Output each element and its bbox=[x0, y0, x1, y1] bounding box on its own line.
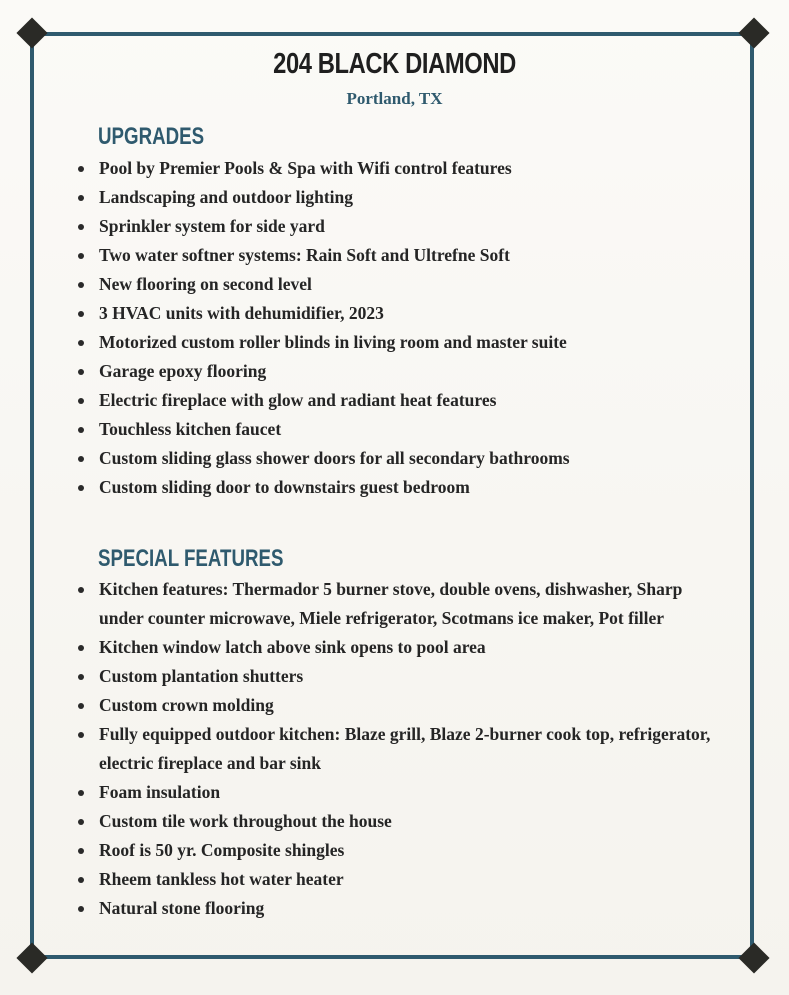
list-item: New flooring on second level bbox=[74, 270, 724, 299]
special-features-list bbox=[74, 575, 724, 923]
list-item: Custom tile work throughout the house bbox=[74, 807, 724, 836]
list-item: Motorized custom roller blinds in living room and master suite bbox=[74, 328, 724, 357]
special-features-heading: SPECIAL FEATURES bbox=[98, 545, 284, 572]
list-item: Custom plantation shutters bbox=[74, 662, 724, 691]
list-item: Kitchen features: Thermador 5 burner stove, double ovens, dishwasher, Sharp under counter microwave, Miele refrigerator, Scotmans ice maker, Pot filler bbox=[74, 575, 724, 633]
list-item: Kitchen window latch above sink opens to pool area bbox=[74, 633, 724, 662]
upgrades-heading: UPGRADES bbox=[98, 123, 205, 150]
list-item: Custom crown molding bbox=[74, 691, 724, 720]
list-item: Landscaping and outdoor lighting bbox=[74, 183, 724, 212]
list-item: Garage epoxy flooring bbox=[74, 357, 724, 386]
page-title: 204 BLACK DIAMOND bbox=[273, 48, 516, 80]
list-item: Custom sliding door to downstairs guest bedroom bbox=[74, 473, 724, 502]
list-item: Foam insulation bbox=[74, 778, 724, 807]
list-item: Rheem tankless hot water heater bbox=[74, 865, 724, 894]
list-item: Electric fireplace with glow and radiant heat features bbox=[74, 386, 724, 415]
list-item: Sprinkler system for side yard bbox=[74, 212, 724, 241]
page-subtitle: Portland, TX bbox=[346, 89, 443, 108]
list-item: Custom sliding glass shower doors for all secondary bathrooms bbox=[74, 444, 724, 473]
list-item: Two water softner systems: Rain Soft and Ultrefne Soft bbox=[74, 241, 724, 270]
list-item: 3 HVAC units with dehumidifier, 2023 bbox=[74, 299, 724, 328]
list-item: Natural stone flooring bbox=[74, 894, 724, 923]
list-item: Pool by Premier Pools & Spa with Wifi control features bbox=[74, 154, 724, 183]
list-item: Roof is 50 yr. Composite shingles bbox=[74, 836, 724, 865]
list-item: Fully equipped outdoor kitchen: Blaze grill, Blaze 2-burner cook top, refrigerator, electric fireplace and bar sink bbox=[74, 720, 724, 778]
list-item: Touchless kitchen faucet bbox=[74, 415, 724, 444]
upgrades-list bbox=[74, 154, 724, 502]
